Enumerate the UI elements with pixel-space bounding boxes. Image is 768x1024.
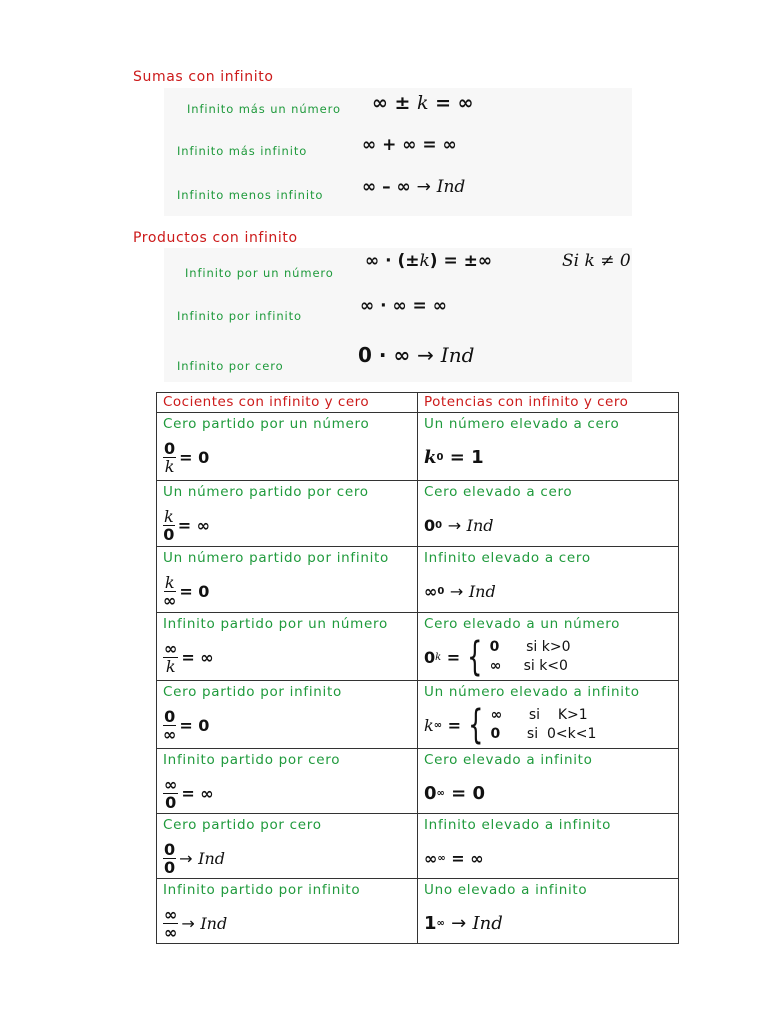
cell-label: Cero elevado a infinito <box>424 752 593 768</box>
table-row <box>157 814 679 879</box>
cell-formula: $\frac{\infty}{0}$ = ∞ <box>164 774 214 812</box>
cell-formula: 0 0 → Ind <box>424 515 494 535</box>
table-cell <box>157 749 418 814</box>
productos-label-2: Infinito por infinito <box>177 309 302 323</box>
sumas-label-3: Infinito menos infinito <box>177 188 324 202</box>
table-row <box>157 749 679 814</box>
table-cell <box>157 481 418 547</box>
table-row <box>157 547 679 613</box>
cell-formula: ∞ ∞ = ∞ <box>424 848 484 868</box>
productos-formula-1: ∞ · (±k) = ±∞ <box>365 251 493 271</box>
table-cell <box>157 681 418 749</box>
table-cell <box>418 481 679 547</box>
table-cell <box>418 413 679 481</box>
productos-formula-2: ∞ · ∞ = ∞ <box>360 296 447 316</box>
cell-formula: $\frac{0}{0}$ → Ind <box>164 839 225 877</box>
table-cell <box>418 681 679 749</box>
cell-formula: 1 ∞ → Ind <box>424 912 503 934</box>
cell-formula: $\frac{k}{0}$ = ∞ <box>163 506 211 544</box>
sumas-heading: Sumas con infinito <box>133 69 274 85</box>
table-row <box>157 681 679 749</box>
table-row <box>157 879 679 944</box>
table-cell <box>418 814 679 879</box>
cell-formula: $\frac{\infty}{k}$ = ∞ <box>164 638 214 676</box>
cell-formula: $\frac{0}{\infty}$ = 0 <box>163 706 210 744</box>
cell-formula: $\frac{0}{k}$ = 0 <box>164 438 210 476</box>
cell-label: Infinito elevado a infinito <box>424 817 612 833</box>
cell-label: Cero partido por un número <box>163 416 370 432</box>
table-cell <box>157 613 418 681</box>
table-cell <box>418 749 679 814</box>
sumas-label-1: Infinito más un número <box>187 102 341 116</box>
sumas-formula-1: ∞ ± k = ∞ <box>372 92 474 114</box>
cell-label: Infinito elevado a cero <box>424 550 591 566</box>
table-cell <box>157 547 418 613</box>
header-potencias: Potencias con infinito y cero <box>418 393 679 413</box>
productos-label-1: Infinito por un número <box>185 266 334 280</box>
cell-formula: 0 ∞ = 0 <box>424 782 486 804</box>
productos-note: Si k ≠ 0 <box>562 251 631 271</box>
cell-label: Uno elevado a infinito <box>424 882 588 898</box>
cell-label: Un número elevado a infinito <box>424 684 640 700</box>
limits-table <box>156 392 679 944</box>
cell-formula: 0 k = { 0 si k>0 ∞ si k<0 <box>424 634 571 680</box>
table-row <box>157 481 679 547</box>
sumas-label-2: Infinito más infinito <box>177 144 308 158</box>
cell-formula: k ∞ = { ∞ si K>1 0 si 0<k<1 <box>424 702 597 748</box>
table-cell <box>157 879 418 944</box>
cell-formula: $\frac{k}{\infty}$ = 0 <box>163 572 210 610</box>
cell-formula: ∞ 0 → Ind <box>424 581 496 601</box>
cell-label: Infinito partido por cero <box>163 752 341 768</box>
cell-label: Infinito partido por un número <box>163 616 388 632</box>
cell-label: Cero partido por cero <box>163 817 322 833</box>
table-row <box>157 613 679 681</box>
cell-label: Un número partido por cero <box>163 484 369 500</box>
table-cell <box>157 814 418 879</box>
productos-heading: Productos con infinito <box>133 230 298 246</box>
productos-label-3: Infinito por cero <box>177 359 284 373</box>
table-row <box>157 413 679 481</box>
cell-label: Cero elevado a cero <box>424 484 573 500</box>
cell-formula: $\frac{\infty}{\infty}$ → Ind <box>164 904 228 942</box>
table-cell <box>418 547 679 613</box>
productos-formula-3: 0 · ∞ → Ind <box>358 343 475 367</box>
sumas-formula-2: ∞ + ∞ = ∞ <box>362 135 457 155</box>
cell-label: Cero elevado a un número <box>424 616 621 632</box>
cell-label: Un número elevado a cero <box>424 416 620 432</box>
cell-label: Un número partido por infinito <box>163 550 389 566</box>
table-cell <box>157 413 418 481</box>
table-cell <box>418 879 679 944</box>
sumas-formula-3: ∞ – ∞ → Ind <box>362 177 466 197</box>
table-cell <box>418 613 679 681</box>
header-cocientes: Cocientes con infinito y cero <box>157 393 418 413</box>
cell-label: Infinito partido por infinito <box>163 882 361 898</box>
cell-formula: k 0 = 1 <box>424 446 484 468</box>
table-header-row <box>157 393 679 413</box>
cell-label: Cero partido por infinito <box>163 684 342 700</box>
